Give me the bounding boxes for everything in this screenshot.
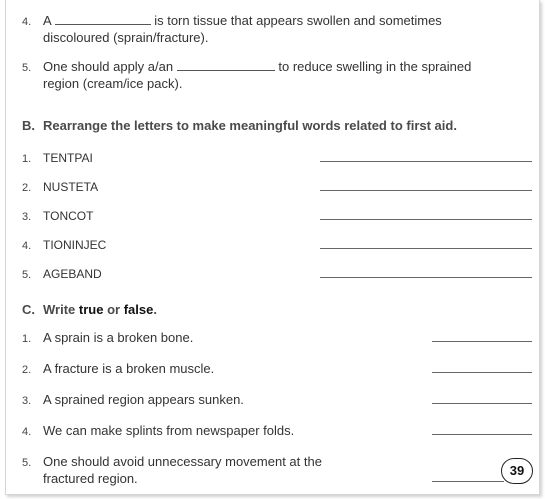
question-number: 1. [22, 153, 32, 165]
answer-line[interactable] [432, 481, 504, 482]
question-number: 2. [22, 182, 32, 194]
scrambled-word: TIONINJEC [43, 238, 107, 252]
scrambled-word: TONCOT [43, 209, 94, 223]
instruction-end: . [153, 302, 157, 317]
question-number: 4. [22, 240, 32, 252]
statement [43, 453, 322, 487]
answer-line[interactable] [432, 434, 532, 435]
question-number: 2. [22, 364, 32, 376]
question-number: 4. [22, 16, 32, 28]
answer-line[interactable] [432, 341, 532, 342]
question-text-line2: region (cream/ice pack). [43, 76, 183, 91]
question-text-before: A [43, 13, 51, 28]
question-text-after: to reduce swelling in the sprained [278, 59, 472, 74]
question-text-before: One should apply a/an [43, 59, 174, 74]
answer-line[interactable] [320, 248, 532, 249]
instruction-true: true [78, 302, 104, 317]
statement-line2: fractured region. [43, 471, 138, 486]
section-instruction: Rearrange the letters to make meaningful words related to first aid. [43, 118, 457, 133]
answer-blank[interactable] [55, 14, 151, 25]
section-letter: C. [22, 302, 35, 317]
answer-line[interactable] [320, 161, 532, 162]
question-number: 1. [22, 333, 32, 345]
question-number: 5. [22, 62, 32, 74]
section-b-heading [22, 118, 457, 133]
statement: A sprained region appears sunken. [43, 392, 244, 407]
fill-in-question [43, 12, 442, 46]
statement: A fracture is a broken muscle. [43, 361, 215, 376]
question-text-after: is torn tissue that appears swollen and sometimes [154, 13, 442, 28]
instruction-or: or [107, 302, 121, 317]
statement-line1: One should avoid unnecessary movement at the [43, 454, 322, 469]
instruction-false: false [123, 302, 154, 317]
question-number: 3. [22, 395, 32, 407]
answer-blank[interactable] [177, 60, 275, 71]
question-number: 5. [22, 457, 32, 469]
question-text-line2: discoloured (sprain/fracture). [43, 30, 209, 45]
question-number: 3. [22, 211, 32, 223]
scrambled-word: NUSTETA [43, 180, 99, 194]
answer-line[interactable] [320, 190, 532, 191]
section-letter: B. [22, 118, 35, 133]
statement: We can make splints from newspaper folds. [43, 423, 295, 438]
scrambled-word: AGEBAND [43, 267, 102, 281]
section-c-heading [22, 302, 157, 317]
question-number: 4. [22, 426, 32, 438]
answer-line[interactable] [432, 403, 532, 404]
question-number: 5. [22, 269, 32, 281]
page-number-badge: 39 [501, 458, 533, 484]
answer-line[interactable] [432, 372, 532, 373]
fill-in-question [43, 58, 471, 92]
instruction-write: Write [43, 302, 76, 317]
answer-line[interactable] [320, 277, 532, 278]
scrambled-word: TENTPAI [43, 151, 93, 165]
statement: A sprain is a broken bone. [43, 330, 194, 345]
answer-line[interactable] [320, 219, 532, 220]
worksheet-page [5, 0, 540, 495]
